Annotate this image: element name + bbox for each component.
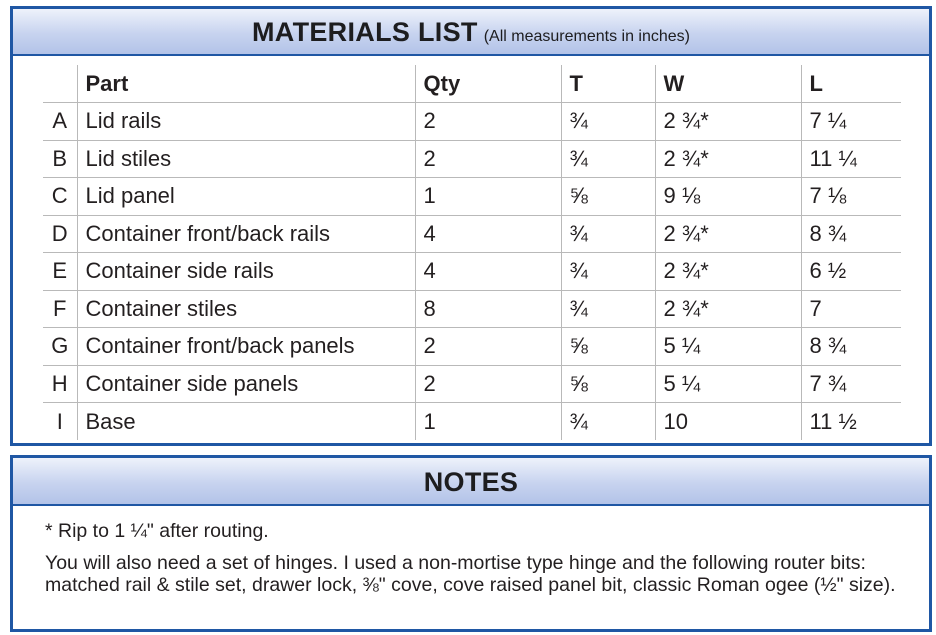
row-qty: 4 [415, 253, 561, 291]
table-row [43, 403, 901, 441]
table-header-row [43, 65, 901, 103]
row-width: 2 ¾* [655, 253, 801, 291]
row-thickness: ⅝ [561, 178, 655, 216]
row-thickness: ¾ [561, 103, 655, 141]
row-length: 7 [801, 290, 901, 328]
row-part: Container side panels [77, 365, 415, 403]
row-thickness: ¾ [561, 215, 655, 253]
note-hardware: You will also need a set of hinges. I used a non-mortise type hinge and the following router bits: matched rail & stile set, drawer lock, ⅜" cove, cove raised panel bit, classic Roman ogee (½" size). [45, 552, 896, 596]
materials-list-header [13, 9, 929, 56]
row-letter: H [43, 365, 77, 403]
row-qty: 8 [415, 290, 561, 328]
row-part: Container side rails [77, 253, 415, 291]
row-length: 11 ¼ [801, 140, 901, 178]
row-part: Container front/back panels [77, 328, 415, 366]
row-length: 11 ½ [801, 403, 901, 441]
column-header-qty: Qty [415, 65, 561, 103]
materials-list-subtitle: (All measurements in inches) [483, 28, 690, 45]
table-row [43, 140, 901, 178]
row-part: Lid panel [77, 178, 415, 216]
row-width: 2 ¾* [655, 215, 801, 253]
row-length: 8 ¾ [801, 215, 901, 253]
notes-body [45, 520, 915, 606]
row-part: Container stiles [77, 290, 415, 328]
row-thickness: ¾ [561, 403, 655, 441]
row-letter: B [43, 140, 77, 178]
table-row [43, 178, 901, 216]
row-letter: A [43, 103, 77, 141]
row-qty: 2 [415, 328, 561, 366]
row-thickness: ⅝ [561, 328, 655, 366]
materials-table [43, 65, 901, 440]
row-width: 5 ¼ [655, 365, 801, 403]
row-length: 8 ¾ [801, 328, 901, 366]
row-thickness: ¾ [561, 253, 655, 291]
row-part: Base [77, 403, 415, 441]
row-length: 7 ⅛ [801, 178, 901, 216]
notes-panel [10, 455, 932, 632]
row-qty: 4 [415, 215, 561, 253]
row-thickness: ¾ [561, 140, 655, 178]
materials-list-panel [10, 6, 932, 446]
row-qty: 2 [415, 140, 561, 178]
row-part: Container front/back rails [77, 215, 415, 253]
table-row [43, 290, 901, 328]
row-part: Lid rails [77, 103, 415, 141]
row-letter: G [43, 328, 77, 366]
row-letter: C [43, 178, 77, 216]
row-width: 10 [655, 403, 801, 441]
column-header-thickness: T [561, 65, 655, 103]
row-qty: 1 [415, 178, 561, 216]
notes-title: NOTES [423, 467, 519, 497]
notes-header [13, 458, 929, 506]
row-qty: 2 [415, 103, 561, 141]
row-width: 5 ¼ [655, 328, 801, 366]
table-row [43, 253, 901, 291]
row-qty: 1 [415, 403, 561, 441]
row-letter: E [43, 253, 77, 291]
row-thickness: ¾ [561, 290, 655, 328]
row-length: 6 ½ [801, 253, 901, 291]
column-header-length: L [801, 65, 901, 103]
note-footnote: * Rip to 1 ¼" after routing. [45, 520, 269, 542]
row-width: 2 ¾* [655, 290, 801, 328]
row-width: 2 ¾* [655, 140, 801, 178]
row-thickness: ⅝ [561, 365, 655, 403]
column-header-letter [43, 65, 77, 103]
column-header-part: Part [77, 65, 415, 103]
table-row [43, 365, 901, 403]
materials-list-title: MATERIALS LIST [252, 17, 478, 47]
row-letter: F [43, 290, 77, 328]
row-length: 7 ¾ [801, 365, 901, 403]
row-part: Lid stiles [77, 140, 415, 178]
row-width: 2 ¾* [655, 103, 801, 141]
row-qty: 2 [415, 365, 561, 403]
column-header-width: W [655, 65, 801, 103]
row-letter: I [56, 408, 63, 434]
row-letter: D [43, 215, 77, 253]
row-width: 9 ⅛ [655, 178, 801, 216]
table-row [43, 103, 901, 141]
table-row [43, 328, 901, 366]
row-length: 7 ¼ [801, 103, 901, 141]
table-row [43, 215, 901, 253]
